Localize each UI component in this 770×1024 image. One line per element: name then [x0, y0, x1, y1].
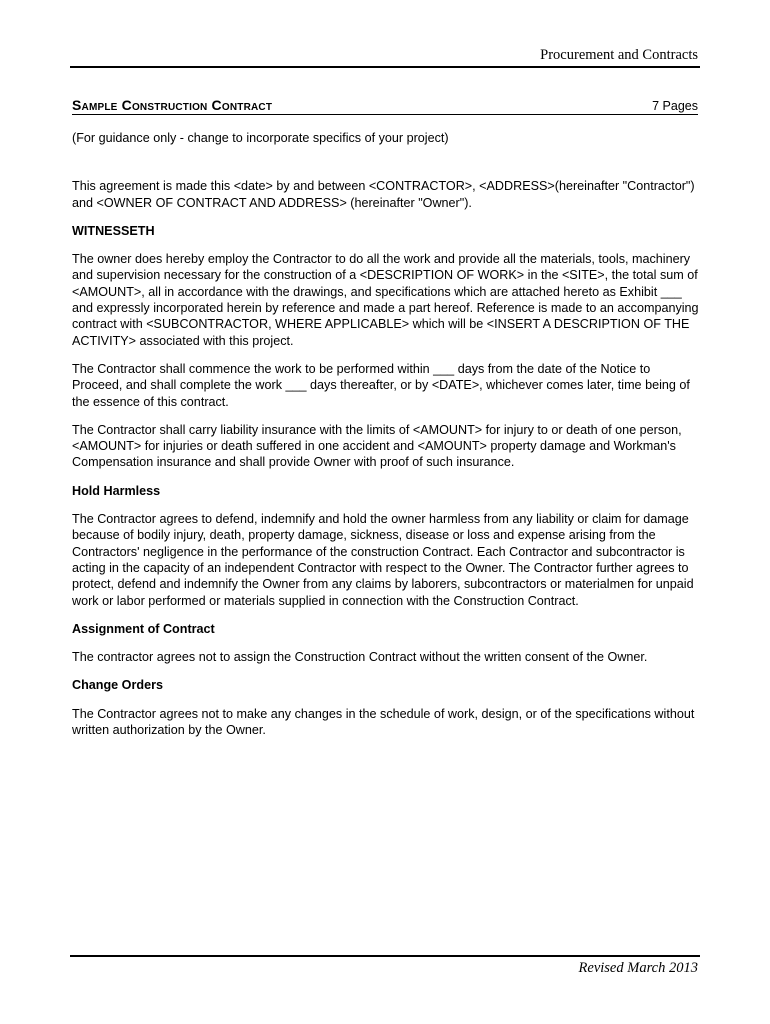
- title-row: [72, 96, 698, 115]
- document-title: Sample Construction Contract: [72, 97, 273, 113]
- guidance-note: (For guidance only - change to incorporate specifics of your project): [72, 131, 449, 145]
- header-section-title: Procurement and Contracts: [540, 47, 698, 63]
- change-orders-paragraph: The Contractor agrees not to make any changes in the schedule of work, design, or of the specifications without written authorization by the Owner.: [72, 706, 695, 738]
- page-count: 7 Pages: [652, 99, 698, 113]
- hold-harmless-heading: Hold Harmless: [72, 483, 161, 498]
- change-orders-heading: Change Orders: [72, 678, 163, 693]
- witnesseth-paragraph-1: The owner does hereby employ the Contractor to do all the work and provide all the materials, tools, machinery and supervision necessary for the construction of a <DESCRIPTION OF WORK> in the <SITE>, the total sum of <AMOUNT>, all in accordance with the drawings, and specifications which are attached hereto as Exhibit ___ and expressly incorporated herein by reference and made a part hereof. Reference is made to an accompanying contract with <SUBCONTRACTOR, WHERE APPLICABLE> which will be <INSERT A DESCRIPTION OF THE ACTIVITY> associated with this project.: [72, 252, 699, 348]
- assignment-heading: Assignment of Contract: [72, 621, 215, 636]
- witnesseth-heading: WITNESSETH: [72, 223, 155, 238]
- witnesseth-paragraph-3: The Contractor shall carry liability insurance with the limits of <AMOUNT> for injury to or death of one person, <AMOUNT> for injuries or death suffered in one accident and <AMOUNT> property damage and Workman's Compensation insurance and shall provide Owner with proof of such insurance.: [72, 422, 682, 470]
- footer-revised-date: Revised March 2013: [578, 960, 698, 976]
- intro-paragraph: This agreement is made this <date> by and between <CONTRACTOR>, <ADDRESS>(hereinafter "Contractor") and <OWNER OF CONTRACT AND ADDRESS> (hereinafter "Owner").: [72, 179, 695, 210]
- witnesseth-paragraph-2: The Contractor shall commence the work to be performed within ___ days from the date of the Notice to Proceed, and shall complete the work ___ days thereafter, or by <DATE>, whichever comes later, time being of the essence of this contract.: [72, 361, 690, 409]
- footer-divider: [70, 955, 700, 957]
- assignment-paragraph: The contractor agrees not to assign the Construction Contract without the written consent of the Owner.: [72, 650, 648, 665]
- hold-harmless-paragraph: The Contractor agrees to defend, indemnify and hold the owner harmless from any liability or claim for damage because of bodily injury, death, property damage, sickness, disease or loss and expense arising from the Contractors' negligence in the performance of the construction Contract. Each Contractor and subcontractor is acting in the capacity of an independent Contractor with respect to the Owner. The Contractor further agrees to protect, defend and indemnify the Owner from any claims by laborers, subcontractors or materialmen for unpaid work or labor performed or materials supplied in connection with the Construction Contract.: [72, 512, 694, 608]
- header-divider: [70, 66, 700, 68]
- document-body: [72, 130, 700, 750]
